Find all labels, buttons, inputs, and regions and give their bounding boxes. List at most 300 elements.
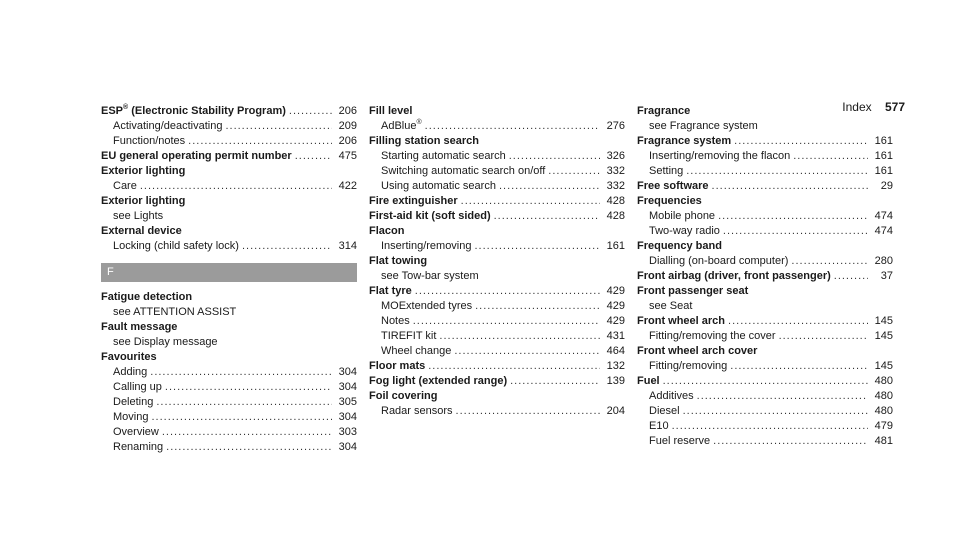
index-entry xyxy=(101,224,357,254)
index-entry xyxy=(369,194,625,209)
index-subentry[interactable] xyxy=(369,149,625,164)
label-text: Flacon xyxy=(369,225,405,237)
label-text: see ATTENTION ASSIST xyxy=(113,306,237,318)
subentry-label xyxy=(381,179,496,194)
label-text: Two-way radio xyxy=(649,225,720,237)
index-entry xyxy=(637,134,893,179)
page-reference[interactable]: 474 xyxy=(874,225,893,237)
index-subentry[interactable] xyxy=(101,119,357,134)
index-subentry[interactable] xyxy=(637,119,893,134)
page-reference[interactable]: 276 xyxy=(606,120,625,132)
subentry-label xyxy=(649,254,788,269)
label-text: Fitting/removing the cover xyxy=(649,330,776,342)
page-reference[interactable]: 280 xyxy=(874,255,893,267)
index-entry xyxy=(101,194,357,224)
page-reference[interactable]: 209 xyxy=(338,120,357,132)
heading-label xyxy=(637,374,660,389)
label-text: Moving xyxy=(113,411,149,423)
dot-leader xyxy=(295,149,332,164)
label-text: External device xyxy=(101,225,182,237)
dot-leader xyxy=(151,410,332,425)
index-subentry[interactable] xyxy=(101,380,357,395)
page-number: 577 xyxy=(884,100,905,114)
dot-leader xyxy=(728,314,868,329)
page-reference[interactable]: 326 xyxy=(606,150,625,162)
label-text: Fitting/removing xyxy=(649,360,728,372)
page-reference[interactable]: 206 xyxy=(338,135,357,147)
page-reference[interactable]: 145 xyxy=(874,330,893,342)
index-subentry[interactable] xyxy=(369,314,625,329)
dot-leader xyxy=(150,365,332,380)
heading-label xyxy=(369,359,425,374)
subentry-label xyxy=(113,395,153,410)
dot-leader xyxy=(475,239,601,254)
dot-leader xyxy=(791,254,868,269)
subentry-label xyxy=(381,239,472,254)
index-subentry[interactable] xyxy=(101,179,357,194)
page-reference[interactable]: 139 xyxy=(606,375,625,387)
subentry-label xyxy=(113,179,137,194)
label-text: Front wheel arch xyxy=(637,315,726,327)
index-subentry[interactable] xyxy=(637,419,893,434)
index-heading[interactable] xyxy=(101,350,357,365)
page-reference[interactable]: 480 xyxy=(874,375,893,387)
index-heading[interactable] xyxy=(637,134,893,149)
dot-leader xyxy=(439,329,600,344)
index-entry xyxy=(637,239,893,269)
page-reference[interactable]: 161 xyxy=(874,135,893,147)
label-text: Starting automatic search xyxy=(381,150,506,162)
page-reference[interactable]: 145 xyxy=(874,360,893,372)
label-text: Fog light (extended range) xyxy=(369,375,508,387)
subentry-label xyxy=(649,329,776,344)
subentry-label xyxy=(113,239,239,254)
label-text: Deleting xyxy=(113,396,154,408)
page-reference[interactable]: 303 xyxy=(338,426,357,438)
label-text: AdBlue xyxy=(381,120,417,132)
index-subentry[interactable] xyxy=(637,359,893,374)
page-reference[interactable]: 161 xyxy=(874,165,893,177)
page-reference[interactable]: 161 xyxy=(874,150,893,162)
index-heading[interactable] xyxy=(637,179,893,194)
index-heading[interactable] xyxy=(637,344,893,359)
label-text: see Display message xyxy=(113,336,218,348)
index-heading[interactable] xyxy=(101,194,357,209)
page-reference[interactable]: 422 xyxy=(338,180,357,192)
index-heading[interactable] xyxy=(369,374,625,389)
dot-leader xyxy=(672,419,868,434)
dot-leader xyxy=(834,269,868,284)
dot-leader xyxy=(686,164,868,179)
dot-leader xyxy=(499,179,600,194)
dot-leader xyxy=(289,104,332,119)
dot-leader xyxy=(663,374,868,389)
subentry-label xyxy=(649,224,720,239)
index-subentry[interactable] xyxy=(101,365,357,380)
registered-mark: ® xyxy=(123,104,129,111)
dot-leader xyxy=(415,284,600,299)
index-subentry[interactable] xyxy=(369,329,625,344)
page-reference[interactable]: 206 xyxy=(338,105,357,117)
index-subentry[interactable] xyxy=(101,209,357,224)
label-text: Front airbag (driver, front passenger) xyxy=(637,270,831,282)
heading-label xyxy=(369,374,507,389)
index-subentry[interactable] xyxy=(101,395,357,410)
index-heading[interactable] xyxy=(101,149,357,164)
index-entry xyxy=(369,374,625,389)
dot-leader xyxy=(413,314,600,329)
dot-leader xyxy=(165,380,332,395)
label-text: Fault message xyxy=(101,321,178,333)
index-entry xyxy=(637,314,893,344)
index-heading[interactable] xyxy=(369,194,625,209)
index-subentry[interactable] xyxy=(101,305,357,320)
dot-leader xyxy=(718,209,868,224)
dot-leader xyxy=(456,404,600,419)
page-reference[interactable]: 479 xyxy=(874,420,893,432)
heading-label xyxy=(101,224,182,239)
dot-leader xyxy=(156,395,332,410)
label-text: MOExtended tyres xyxy=(381,300,473,312)
index-entry xyxy=(369,209,625,224)
index-column-2 xyxy=(369,104,625,419)
label-text: Activating/deactivating xyxy=(113,120,223,132)
label-text: Mobile phone xyxy=(649,210,716,222)
label-text: Switching automatic search on/off xyxy=(381,165,546,177)
index-subentry[interactable] xyxy=(101,134,357,149)
label-text: Inserting/removing xyxy=(381,240,472,252)
subentry-label xyxy=(649,434,710,449)
label-text: see Lights xyxy=(113,210,164,222)
subentry-label xyxy=(113,134,185,149)
page-reference[interactable]: 480 xyxy=(874,390,893,402)
dot-leader xyxy=(494,209,600,224)
subentry-label xyxy=(649,404,680,419)
index-subentry[interactable] xyxy=(637,389,893,404)
index-subentry[interactable] xyxy=(369,239,625,254)
page-reference[interactable]: 204 xyxy=(606,405,625,417)
index-heading[interactable] xyxy=(369,209,625,224)
label-text: Additives xyxy=(649,390,694,402)
heading-label xyxy=(369,194,458,209)
dot-leader xyxy=(734,134,868,149)
page-reference[interactable]: 431 xyxy=(606,330,625,342)
subentry-label xyxy=(381,269,479,284)
subentry-label xyxy=(113,119,222,134)
label-text: Adding xyxy=(113,366,148,378)
index-subentry[interactable] xyxy=(369,404,625,419)
page-reference[interactable]: 304 xyxy=(338,366,357,378)
heading-label xyxy=(637,269,831,284)
page-reference[interactable]: 428 xyxy=(606,210,625,222)
label-text: see Seat xyxy=(649,300,693,312)
page-reference[interactable]: 428 xyxy=(606,195,625,207)
index-heading[interactable] xyxy=(369,284,625,299)
label-text: Calling up xyxy=(113,381,162,393)
subentry-label xyxy=(381,329,436,344)
index-entry xyxy=(369,104,625,134)
index-subentry[interactable] xyxy=(101,335,357,350)
index-subentry[interactable] xyxy=(637,434,893,449)
heading-label xyxy=(101,149,292,164)
dot-leader xyxy=(730,359,868,374)
page-reference[interactable]: 145 xyxy=(874,315,893,327)
heading-label xyxy=(637,284,748,299)
heading-label xyxy=(101,350,157,365)
heading-label xyxy=(101,194,185,209)
index-subentry[interactable] xyxy=(369,164,625,179)
dot-leader xyxy=(475,299,600,314)
label-text: Favourites xyxy=(101,351,157,363)
section-letter-bar: F xyxy=(101,263,357,282)
index-heading[interactable] xyxy=(369,104,625,119)
label-text: Fragrance system xyxy=(637,135,732,147)
subentry-label xyxy=(649,299,692,314)
index-heading[interactable] xyxy=(637,374,893,389)
index-heading[interactable] xyxy=(369,359,625,374)
dot-leader xyxy=(713,434,868,449)
subentry-label xyxy=(113,335,218,350)
label-text: Fatigue detection xyxy=(101,291,193,303)
dot-leader xyxy=(242,239,332,254)
dot-leader xyxy=(723,224,868,239)
label-text: Radar sensors xyxy=(381,405,453,417)
index-heading[interactable] xyxy=(101,224,357,239)
heading-label xyxy=(369,284,412,299)
index-subentry[interactable] xyxy=(369,299,625,314)
label-text: Flat towing xyxy=(369,255,428,267)
subentry-label xyxy=(381,164,545,179)
index-heading[interactable] xyxy=(369,389,625,404)
index-subentry[interactable] xyxy=(637,299,893,314)
label-text: Frequencies xyxy=(637,195,702,207)
page-reference[interactable]: 304 xyxy=(338,381,357,393)
index-subentry[interactable] xyxy=(369,344,625,359)
subentry-label xyxy=(649,389,694,404)
index-heading[interactable] xyxy=(369,134,625,149)
subentry-label xyxy=(381,299,472,314)
label-text: see Tow-bar system xyxy=(381,270,479,282)
index-heading[interactable] xyxy=(101,290,357,305)
index-heading[interactable] xyxy=(637,194,893,209)
heading-label xyxy=(637,314,725,329)
dot-leader xyxy=(140,179,332,194)
label-text: Filling station search xyxy=(369,135,480,147)
label-text: Diesel xyxy=(649,405,680,417)
index-entry xyxy=(101,290,357,320)
subentry-label xyxy=(649,359,727,374)
index-subentry[interactable] xyxy=(369,269,625,284)
label-text: Front wheel arch cover xyxy=(637,345,758,357)
index-entry xyxy=(369,359,625,374)
heading-label xyxy=(101,104,286,119)
subentry-label xyxy=(113,380,162,395)
index-column-3 xyxy=(637,104,893,449)
label-text: Flat tyre xyxy=(369,285,412,297)
dot-leader xyxy=(188,134,332,149)
index-entry xyxy=(101,350,357,455)
index-heading[interactable] xyxy=(101,104,357,119)
index-entry xyxy=(637,284,893,314)
index-subentry[interactable] xyxy=(637,254,893,269)
heading-label xyxy=(369,104,412,119)
page-reference[interactable]: 332 xyxy=(606,180,625,192)
label-text: Locking (child safety lock) xyxy=(113,240,239,252)
heading-label xyxy=(637,239,722,254)
label-text: Inserting/removing the flacon xyxy=(649,150,791,162)
subentry-label xyxy=(113,425,159,440)
page-reference[interactable]: 332 xyxy=(606,165,625,177)
label-text-continued: (Electronic Stability Program) xyxy=(128,105,286,117)
index-entry xyxy=(101,320,357,350)
subentry-label xyxy=(113,440,163,455)
subentry-label xyxy=(649,164,683,179)
label-text: Exterior lighting xyxy=(101,195,186,207)
label-text: Notes xyxy=(381,315,410,327)
subentry-label xyxy=(381,344,451,359)
subentry-label xyxy=(113,410,148,425)
page-reference[interactable]: 475 xyxy=(338,150,357,162)
index-entry xyxy=(101,104,357,149)
subentry-label xyxy=(113,305,236,320)
subentry-label xyxy=(381,119,422,134)
index-heading[interactable] xyxy=(101,164,357,179)
label-text: Foil covering xyxy=(369,390,438,402)
index-subentry[interactable] xyxy=(637,404,893,419)
dot-leader xyxy=(712,179,868,194)
index-entry xyxy=(101,164,357,194)
dot-leader xyxy=(166,440,332,455)
index-subentry[interactable] xyxy=(101,425,357,440)
heading-label xyxy=(369,389,437,404)
index-subentry[interactable] xyxy=(637,224,893,239)
page-reference[interactable]: 304 xyxy=(338,411,357,423)
index-entry xyxy=(637,179,893,194)
index-entry xyxy=(369,134,625,194)
index-subentry[interactable] xyxy=(637,149,893,164)
dot-leader xyxy=(697,389,868,404)
label-text: Fragrance xyxy=(637,105,691,117)
index-heading[interactable] xyxy=(637,269,893,284)
heading-label xyxy=(369,134,479,149)
label-text: Wheel change xyxy=(381,345,452,357)
subentry-label xyxy=(113,209,163,224)
heading-label xyxy=(369,224,404,239)
page-reference[interactable]: 314 xyxy=(338,240,357,252)
index-entry xyxy=(637,374,893,449)
label-text: Fill level xyxy=(369,105,413,117)
label-text: Floor mats xyxy=(369,360,426,372)
subentry-label xyxy=(381,314,410,329)
dot-leader xyxy=(428,359,600,374)
subentry-label xyxy=(649,119,758,134)
dot-leader xyxy=(425,119,600,134)
label-text: Free software xyxy=(637,180,709,192)
index-heading[interactable] xyxy=(369,224,625,239)
index-heading[interactable] xyxy=(637,284,893,299)
label-text: Exterior lighting xyxy=(101,165,186,177)
subentry-label xyxy=(649,209,715,224)
page-reference[interactable]: 480 xyxy=(874,405,893,417)
index-entry xyxy=(369,389,625,419)
heading-label xyxy=(637,344,757,359)
heading-label xyxy=(101,290,192,305)
index-entry xyxy=(637,344,893,374)
page-reference[interactable]: 429 xyxy=(606,285,625,297)
page-reference[interactable]: 305 xyxy=(338,396,357,408)
dot-leader xyxy=(683,404,868,419)
subentry-label xyxy=(381,404,453,419)
label-text: Fuel reserve xyxy=(649,435,711,447)
index-subentry[interactable] xyxy=(637,164,893,179)
index-heading[interactable] xyxy=(101,320,357,335)
heading-label xyxy=(637,194,702,209)
subentry-label xyxy=(649,149,790,164)
page-reference[interactable]: 429 xyxy=(606,315,625,327)
page-reference[interactable]: 29 xyxy=(880,180,893,192)
dot-leader xyxy=(454,344,600,359)
index-subentry[interactable] xyxy=(369,179,625,194)
index-entry xyxy=(369,224,625,254)
index-entry xyxy=(369,284,625,359)
index-heading[interactable] xyxy=(637,239,893,254)
dot-leader xyxy=(509,149,600,164)
label-text: Care xyxy=(113,180,137,192)
dot-leader xyxy=(162,425,332,440)
label-text: Fire extinguisher xyxy=(369,195,458,207)
heading-label xyxy=(369,254,427,269)
index-subentry[interactable] xyxy=(369,119,625,134)
page-reference[interactable]: 474 xyxy=(874,210,893,222)
index-heading[interactable] xyxy=(369,254,625,269)
dot-leader xyxy=(461,194,600,209)
label-text: Dialling (on-board computer) xyxy=(649,255,789,267)
heading-label xyxy=(637,179,709,194)
dot-leader xyxy=(225,119,332,134)
label-text: see Fragrance system xyxy=(649,120,758,132)
index-title: Index xyxy=(842,100,872,114)
heading-label xyxy=(101,320,177,335)
page-reference[interactable]: 37 xyxy=(880,270,893,282)
page-reference[interactable]: 464 xyxy=(606,345,625,357)
label-text: Function/notes xyxy=(113,135,186,147)
index-subentry[interactable] xyxy=(101,440,357,455)
page-reference[interactable]: 481 xyxy=(874,435,893,447)
subentry-label xyxy=(649,419,669,434)
dot-leader xyxy=(779,329,868,344)
heading-label xyxy=(369,209,491,224)
dot-leader xyxy=(510,374,600,389)
index-entry xyxy=(369,254,625,284)
index-subentry[interactable] xyxy=(637,209,893,224)
heading-label xyxy=(637,104,690,119)
dot-leader xyxy=(793,149,868,164)
page-reference[interactable]: 161 xyxy=(606,240,625,252)
registered-mark: ® xyxy=(416,119,422,126)
label-text: TIREFIT kit xyxy=(381,330,437,342)
index-heading[interactable] xyxy=(637,104,893,119)
index-subentry[interactable] xyxy=(101,239,357,254)
index-subentry[interactable] xyxy=(101,410,357,425)
index-heading[interactable] xyxy=(637,314,893,329)
page-reference[interactable]: 132 xyxy=(606,360,625,372)
index-entry xyxy=(637,104,893,134)
index-subentry[interactable] xyxy=(637,329,893,344)
label-text: Frequency band xyxy=(637,240,722,252)
page-reference[interactable]: 304 xyxy=(338,441,357,453)
page-reference[interactable]: 429 xyxy=(606,300,625,312)
subentry-label xyxy=(113,365,147,380)
